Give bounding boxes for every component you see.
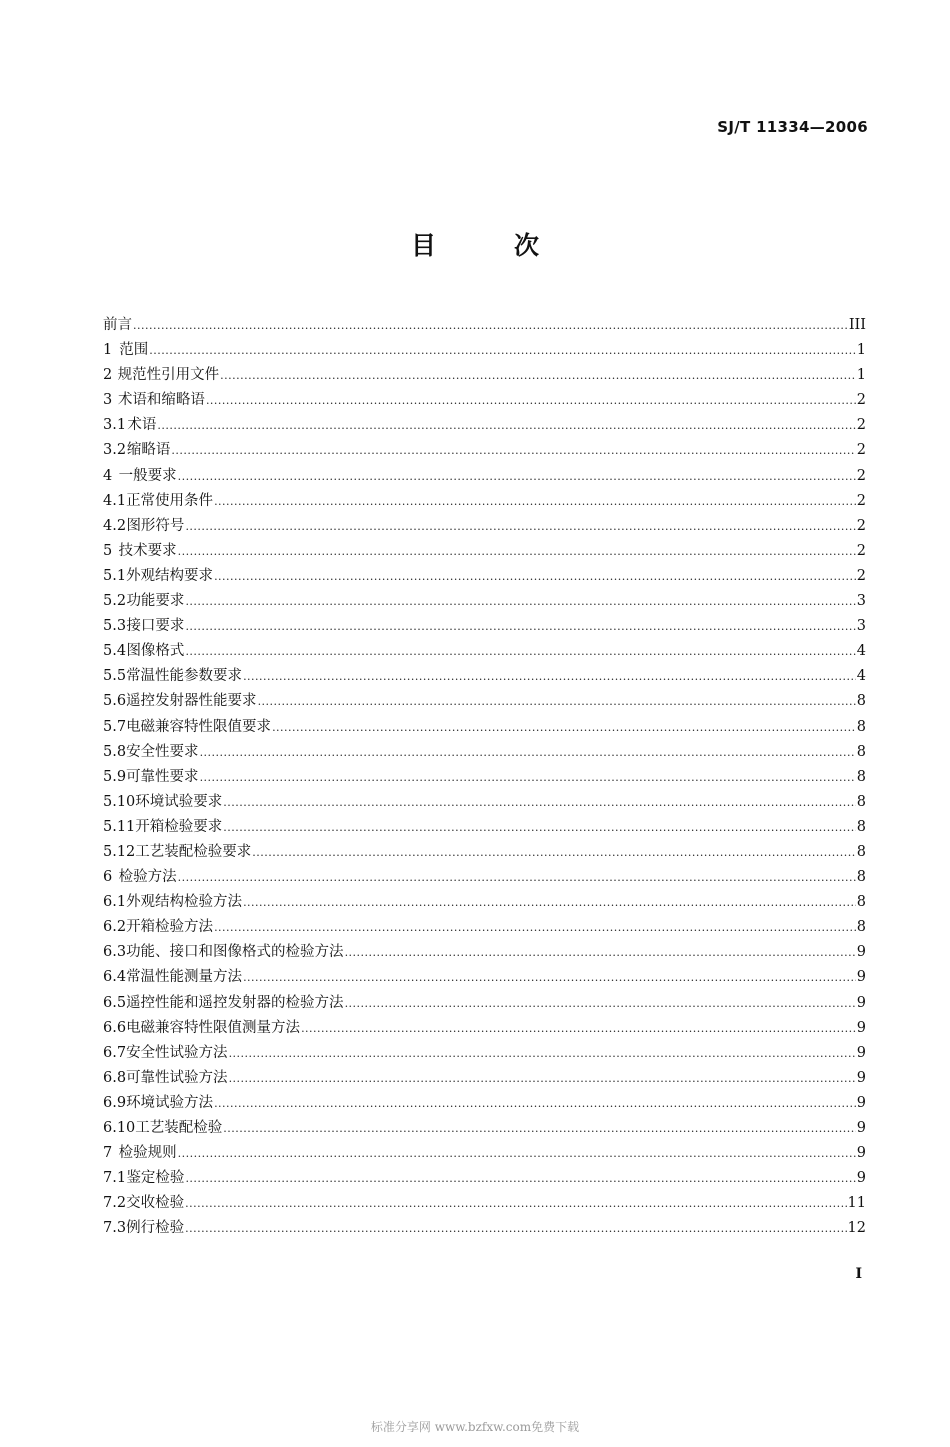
toc-entry-page: 9 (856, 944, 866, 961)
toc-entry-page: 9 (856, 1094, 866, 1111)
toc-dot-leader (214, 495, 856, 508)
toc-entry[interactable] (103, 464, 866, 489)
toc-entry-page: 2 (856, 492, 866, 509)
toc-dot-leader (185, 595, 855, 608)
toc-entry-title: 鉴定检验 (126, 1170, 185, 1187)
toc-entry[interactable] (103, 915, 866, 940)
toc-entry-number: 4.2 (103, 517, 127, 534)
toc-entry-title: 功能、接口和图像格式的检验方法 (126, 944, 344, 961)
toc-entry-page: 9 (856, 994, 866, 1011)
toc-entry-title: 常温性能测量方法 (126, 969, 243, 986)
toc-entry-page: 2 (856, 567, 866, 584)
toc-entry-number: 5.12 (103, 843, 136, 860)
page-number: I (855, 1266, 862, 1282)
toc-entry-title: 缩略语 (126, 442, 171, 459)
toc-entry-title: 图像格式 (126, 643, 185, 660)
toc-dot-leader (157, 419, 855, 432)
toc-entry-number: 6.3 (103, 944, 127, 961)
toc-entry-title: 规范性引用文件 (117, 367, 220, 384)
toc-entry[interactable] (103, 940, 866, 965)
toc-entry-number: 6.4 (103, 969, 127, 986)
toc-entry-number: 2 (103, 367, 113, 384)
toc-entry-number: 5 (103, 542, 113, 559)
toc-entry-title: 遥控发射器性能要求 (126, 693, 257, 710)
toc-entry-number: 5.3 (103, 618, 127, 635)
toc-entry[interactable] (103, 715, 866, 740)
toc-entry[interactable] (103, 965, 866, 990)
toc-entry-number: 4.1 (103, 492, 127, 509)
toc-entry[interactable] (103, 338, 866, 363)
toc-entry-title: 一般要求 (118, 467, 177, 484)
toc-dot-leader (214, 1097, 856, 1110)
toc-dot-leader (133, 319, 848, 332)
toc-entry[interactable] (103, 1041, 866, 1066)
toc-entry-page: 2 (856, 417, 866, 434)
toc-entry-number: 5.1 (103, 567, 127, 584)
toc-entry-title: 范围 (119, 342, 149, 359)
toc-entry[interactable] (103, 740, 866, 765)
toc-entry-number: 5.2 (103, 593, 127, 610)
toc-entry-page: 8 (856, 843, 866, 860)
toc-entry-number: 6.7 (103, 1044, 127, 1061)
toc-entry-title: 环境试验要求 (135, 793, 223, 810)
toc-entry-title: 图形符号 (126, 517, 185, 534)
toc-entry-title: 外观结构检验方法 (126, 894, 243, 911)
toc-entry-page: III (848, 317, 866, 333)
toc-entry-title: 技术要求 (118, 542, 177, 559)
toc-entry-number: 1 (103, 342, 113, 359)
toc-entry-title: 开箱检验要求 (135, 818, 223, 835)
toc-entry-title: 工艺装配检验要求 (135, 843, 252, 860)
toc-entry[interactable] (103, 1166, 866, 1191)
toc-dot-leader (200, 771, 856, 784)
toc-entry-number: 6 (103, 869, 113, 886)
toc-entry-number: 6.2 (103, 919, 127, 936)
toc-entry-page: 1 (856, 367, 866, 384)
toc-entry-page: 8 (856, 793, 866, 810)
toc-entry-number: 6.5 (103, 994, 127, 1011)
toc-entry-page: 8 (856, 818, 866, 835)
toc-dot-leader (220, 369, 856, 382)
toc-entry-number: 7.1 (103, 1170, 127, 1187)
toc-entry[interactable] (103, 991, 866, 1016)
toc-dot-leader (229, 1072, 856, 1085)
toc-entry[interactable] (103, 1216, 866, 1241)
toc-entry-title: 前言 (103, 317, 132, 333)
standard-code: SJ/T 11334—2006 (717, 118, 868, 136)
toc-entry-page: 8 (856, 718, 866, 735)
toc-entry-page: 3 (856, 618, 866, 635)
toc-entry-page: 2 (856, 517, 866, 534)
toc-entry-title: 可靠性试验方法 (126, 1069, 228, 1086)
toc-dot-leader (272, 721, 856, 734)
toc-dot-leader (243, 896, 856, 909)
toc-entry-title: 接口要求 (126, 618, 185, 635)
toc-entry[interactable] (103, 489, 866, 514)
toc-entry-number: 5.10 (103, 793, 136, 810)
toc-entry[interactable] (103, 413, 866, 438)
toc-entry-number: 6.6 (103, 1019, 127, 1036)
toc-entry-title: 开箱检验方法 (126, 919, 214, 936)
toc-entry-page: 9 (856, 1170, 866, 1187)
toc-entry-title: 例行检验 (126, 1220, 185, 1237)
toc-dot-leader (178, 1147, 856, 1160)
toc-dot-leader (185, 645, 855, 658)
toc-entry-number: 3 (103, 392, 113, 409)
toc-entry-page: 9 (856, 1019, 866, 1036)
toc-dot-leader (185, 1172, 855, 1185)
toc-dot-leader (223, 796, 855, 809)
toc-dot-leader (258, 695, 856, 708)
toc-dot-leader (185, 620, 855, 633)
toc-entry-title: 安全性试验方法 (126, 1044, 228, 1061)
toc-dot-leader (185, 1197, 846, 1210)
toc-dot-leader (185, 520, 855, 533)
toc-dot-leader (223, 1122, 855, 1135)
toc-entry[interactable] (103, 1066, 866, 1091)
toc-entry-page: 4 (856, 668, 866, 685)
toc-entry-page: 9 (856, 1069, 866, 1086)
toc-entry-number: 3.2 (103, 442, 127, 459)
toc-dot-leader (185, 1222, 846, 1235)
toc-entry[interactable] (103, 564, 866, 589)
toc-dot-leader (178, 871, 856, 884)
toc-entry-page: 2 (856, 442, 866, 459)
toc-dot-leader (171, 444, 855, 457)
table-of-contents (103, 313, 866, 1241)
toc-entry-number: 4 (103, 467, 113, 484)
toc-entry-title: 遥控性能和遥控发射器的检验方法 (126, 994, 344, 1011)
toc-dot-leader (214, 921, 856, 934)
toc-dot-leader (206, 394, 856, 407)
toc-entry-page: 8 (856, 894, 866, 911)
toc-entry-number: 6.10 (103, 1120, 136, 1136)
toc-dot-leader (301, 1022, 856, 1035)
toc-entry-page: 9 (856, 1044, 866, 1061)
toc-entry[interactable] (103, 1091, 866, 1116)
toc-entry-title: 外观结构要求 (126, 567, 214, 584)
toc-entry-title: 正常使用条件 (126, 492, 214, 509)
toc-entry[interactable] (103, 313, 866, 338)
toc-entry[interactable] (103, 664, 866, 689)
toc-entry-page: 4 (856, 643, 866, 660)
toc-entry-title: 环境试验方法 (126, 1094, 214, 1111)
toc-dot-leader (149, 344, 856, 357)
toc-entry[interactable] (103, 363, 866, 388)
toc-entry-number: 5.5 (103, 668, 127, 685)
toc-entry-title: 电磁兼容特性限值要求 (126, 718, 272, 735)
toc-dot-leader (200, 746, 856, 759)
toc-entry-number: 6.1 (103, 894, 127, 911)
toc-entry-number: 3.1 (103, 417, 127, 434)
toc-entry[interactable] (103, 438, 866, 463)
toc-entry-title: 工艺装配检验 (135, 1120, 223, 1136)
toc-entry[interactable] (103, 765, 866, 790)
toc-entry-number: 5.9 (103, 768, 127, 785)
toc-entry-title: 术语 (127, 417, 157, 434)
toc-dot-leader (243, 971, 856, 984)
toc-entry-number: 6.9 (103, 1094, 127, 1111)
toc-entry-page: 8 (856, 919, 866, 936)
toc-entry-title: 安全性要求 (126, 743, 199, 760)
toc-entry-page: 8 (856, 768, 866, 785)
toc-dot-leader (223, 821, 855, 834)
toc-entry-title: 功能要求 (126, 593, 185, 610)
toc-entry-page: 3 (856, 593, 866, 610)
toc-entry[interactable] (103, 865, 866, 890)
toc-entry-title: 检验方法 (118, 869, 177, 886)
toc-entry[interactable] (103, 840, 866, 865)
toc-entry[interactable] (103, 639, 866, 664)
toc-entry-number: 7 (103, 1145, 113, 1162)
toc-entry-title: 检验规则 (118, 1145, 177, 1162)
toc-entry-title: 可靠性要求 (126, 768, 199, 785)
toc-dot-leader (214, 570, 856, 583)
toc-entry[interactable] (103, 614, 866, 639)
toc-entry-page: 12 (847, 1220, 866, 1237)
toc-entry-page: 2 (856, 542, 866, 559)
toc-entry-number: 7.2 (103, 1195, 127, 1212)
toc-entry-title: 术语和缩略语 (117, 392, 205, 409)
toc-entry-page: 8 (856, 743, 866, 760)
toc-dot-leader (252, 846, 855, 859)
toc-entry-title: 常温性能参数要求 (126, 668, 243, 685)
toc-entry-number: 5.11 (103, 818, 136, 835)
toc-entry[interactable] (103, 1016, 866, 1041)
toc-entry-number: 6.8 (103, 1069, 127, 1086)
toc-entry-number: 5.7 (103, 718, 127, 735)
toc-entry[interactable] (103, 1141, 866, 1166)
toc-dot-leader (243, 670, 856, 683)
toc-entry[interactable] (103, 815, 866, 840)
toc-dot-leader (345, 946, 856, 959)
toc-dot-leader (178, 545, 856, 558)
toc-entry-number: 7.3 (103, 1220, 127, 1237)
toc-entry[interactable] (103, 689, 866, 714)
toc-entry[interactable] (103, 1116, 866, 1141)
toc-entry[interactable] (103, 514, 866, 539)
toc-dot-leader (345, 997, 856, 1010)
toc-entry-title: 交收检验 (126, 1195, 185, 1212)
toc-entry-page: 8 (856, 869, 866, 886)
toc-entry-title: 电磁兼容特性限值测量方法 (126, 1019, 301, 1036)
toc-entry-number: 5.4 (103, 643, 127, 660)
toc-entry-number: 5.6 (103, 693, 127, 710)
toc-entry-page: 9 (856, 1120, 866, 1136)
toc-entry-page: 2 (856, 392, 866, 409)
toc-entry[interactable] (103, 1191, 866, 1216)
page-title: 目次 (410, 231, 617, 260)
toc-entry[interactable] (103, 388, 866, 413)
toc-entry[interactable] (103, 890, 866, 915)
toc-dot-leader (178, 470, 856, 483)
footer-watermark: 标准分享网 www.bzfxw.com免费下载 (370, 1420, 580, 1434)
toc-entry[interactable] (103, 539, 866, 564)
toc-entry-page: 2 (856, 467, 866, 484)
toc-entry-page: 9 (856, 1145, 866, 1162)
toc-entry[interactable] (103, 790, 866, 815)
toc-entry-page: 8 (856, 693, 866, 710)
toc-entry-number: 5.8 (103, 743, 127, 760)
toc-entry-page: 1 (856, 342, 866, 359)
toc-entry-page: 11 (847, 1195, 866, 1212)
toc-entry[interactable] (103, 589, 866, 614)
toc-entry-page: 9 (856, 969, 866, 986)
toc-dot-leader (229, 1047, 856, 1060)
